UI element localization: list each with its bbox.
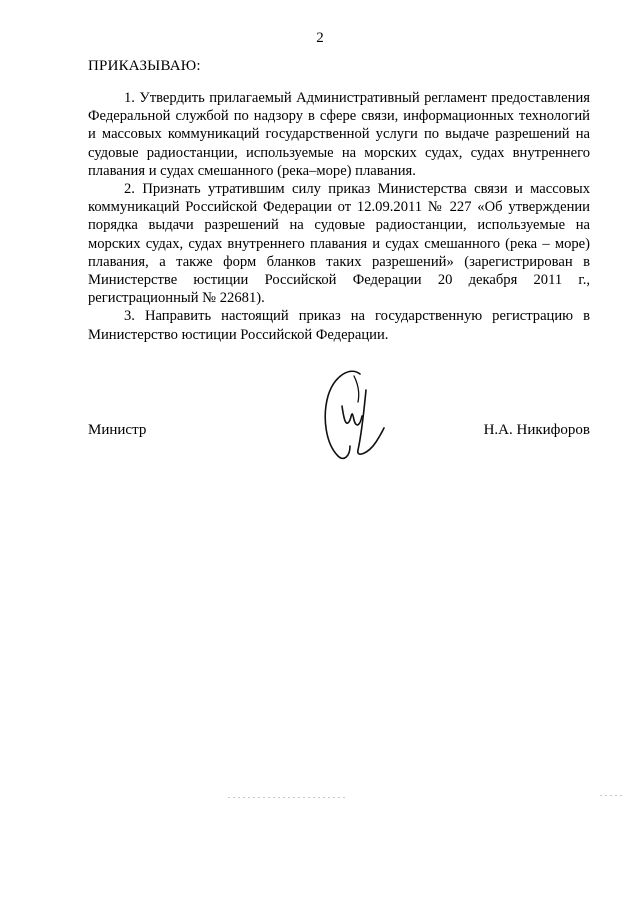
order-heading: ПРИКАЗЫВАЮ: bbox=[88, 58, 201, 74]
signature-block bbox=[88, 362, 590, 472]
signatory-name: Н.А. Никифоров bbox=[483, 422, 590, 438]
scan-artifact bbox=[228, 797, 348, 798]
page-number: 2 bbox=[316, 30, 324, 46]
scan-artifact bbox=[600, 795, 622, 796]
order-item-1: 1. Утвердить прилагаемый Административный регламент предоставления Федеральной службой по надзору в сфере связи, информационных технологий и массовых коммуникаций государственной услуги по выдаче разрешений на судовые радиостанции, используемые на морских судах, судах внутреннего плавания и судах смешанного (река–море) плавания. bbox=[88, 90, 590, 179]
order-item-2: 2. Признать утратившим силу приказ Министерства связи и массовых коммуникаций Российской Федерации от 12.09.2011 № 227 «Об утверждении порядка выдачи разрешений на судовые радиостанции, используемые на морских судах, судах внутреннего плавания и судах смешанного (река – море) плавания, а также форм бланков таких разрешений» (зарегистрирован в Министерстве юстиции Российской Федерации 20 декабря 2011 г., регистрационный № 22681). bbox=[88, 181, 590, 307]
signatory-title: Министр bbox=[88, 422, 147, 438]
order-body bbox=[88, 89, 590, 344]
handwritten-signature bbox=[316, 362, 386, 462]
order-item-3: 3. Направить настоящий приказ на государственную регистрацию в Министерство юстиции Российской Федерации. bbox=[88, 308, 590, 343]
